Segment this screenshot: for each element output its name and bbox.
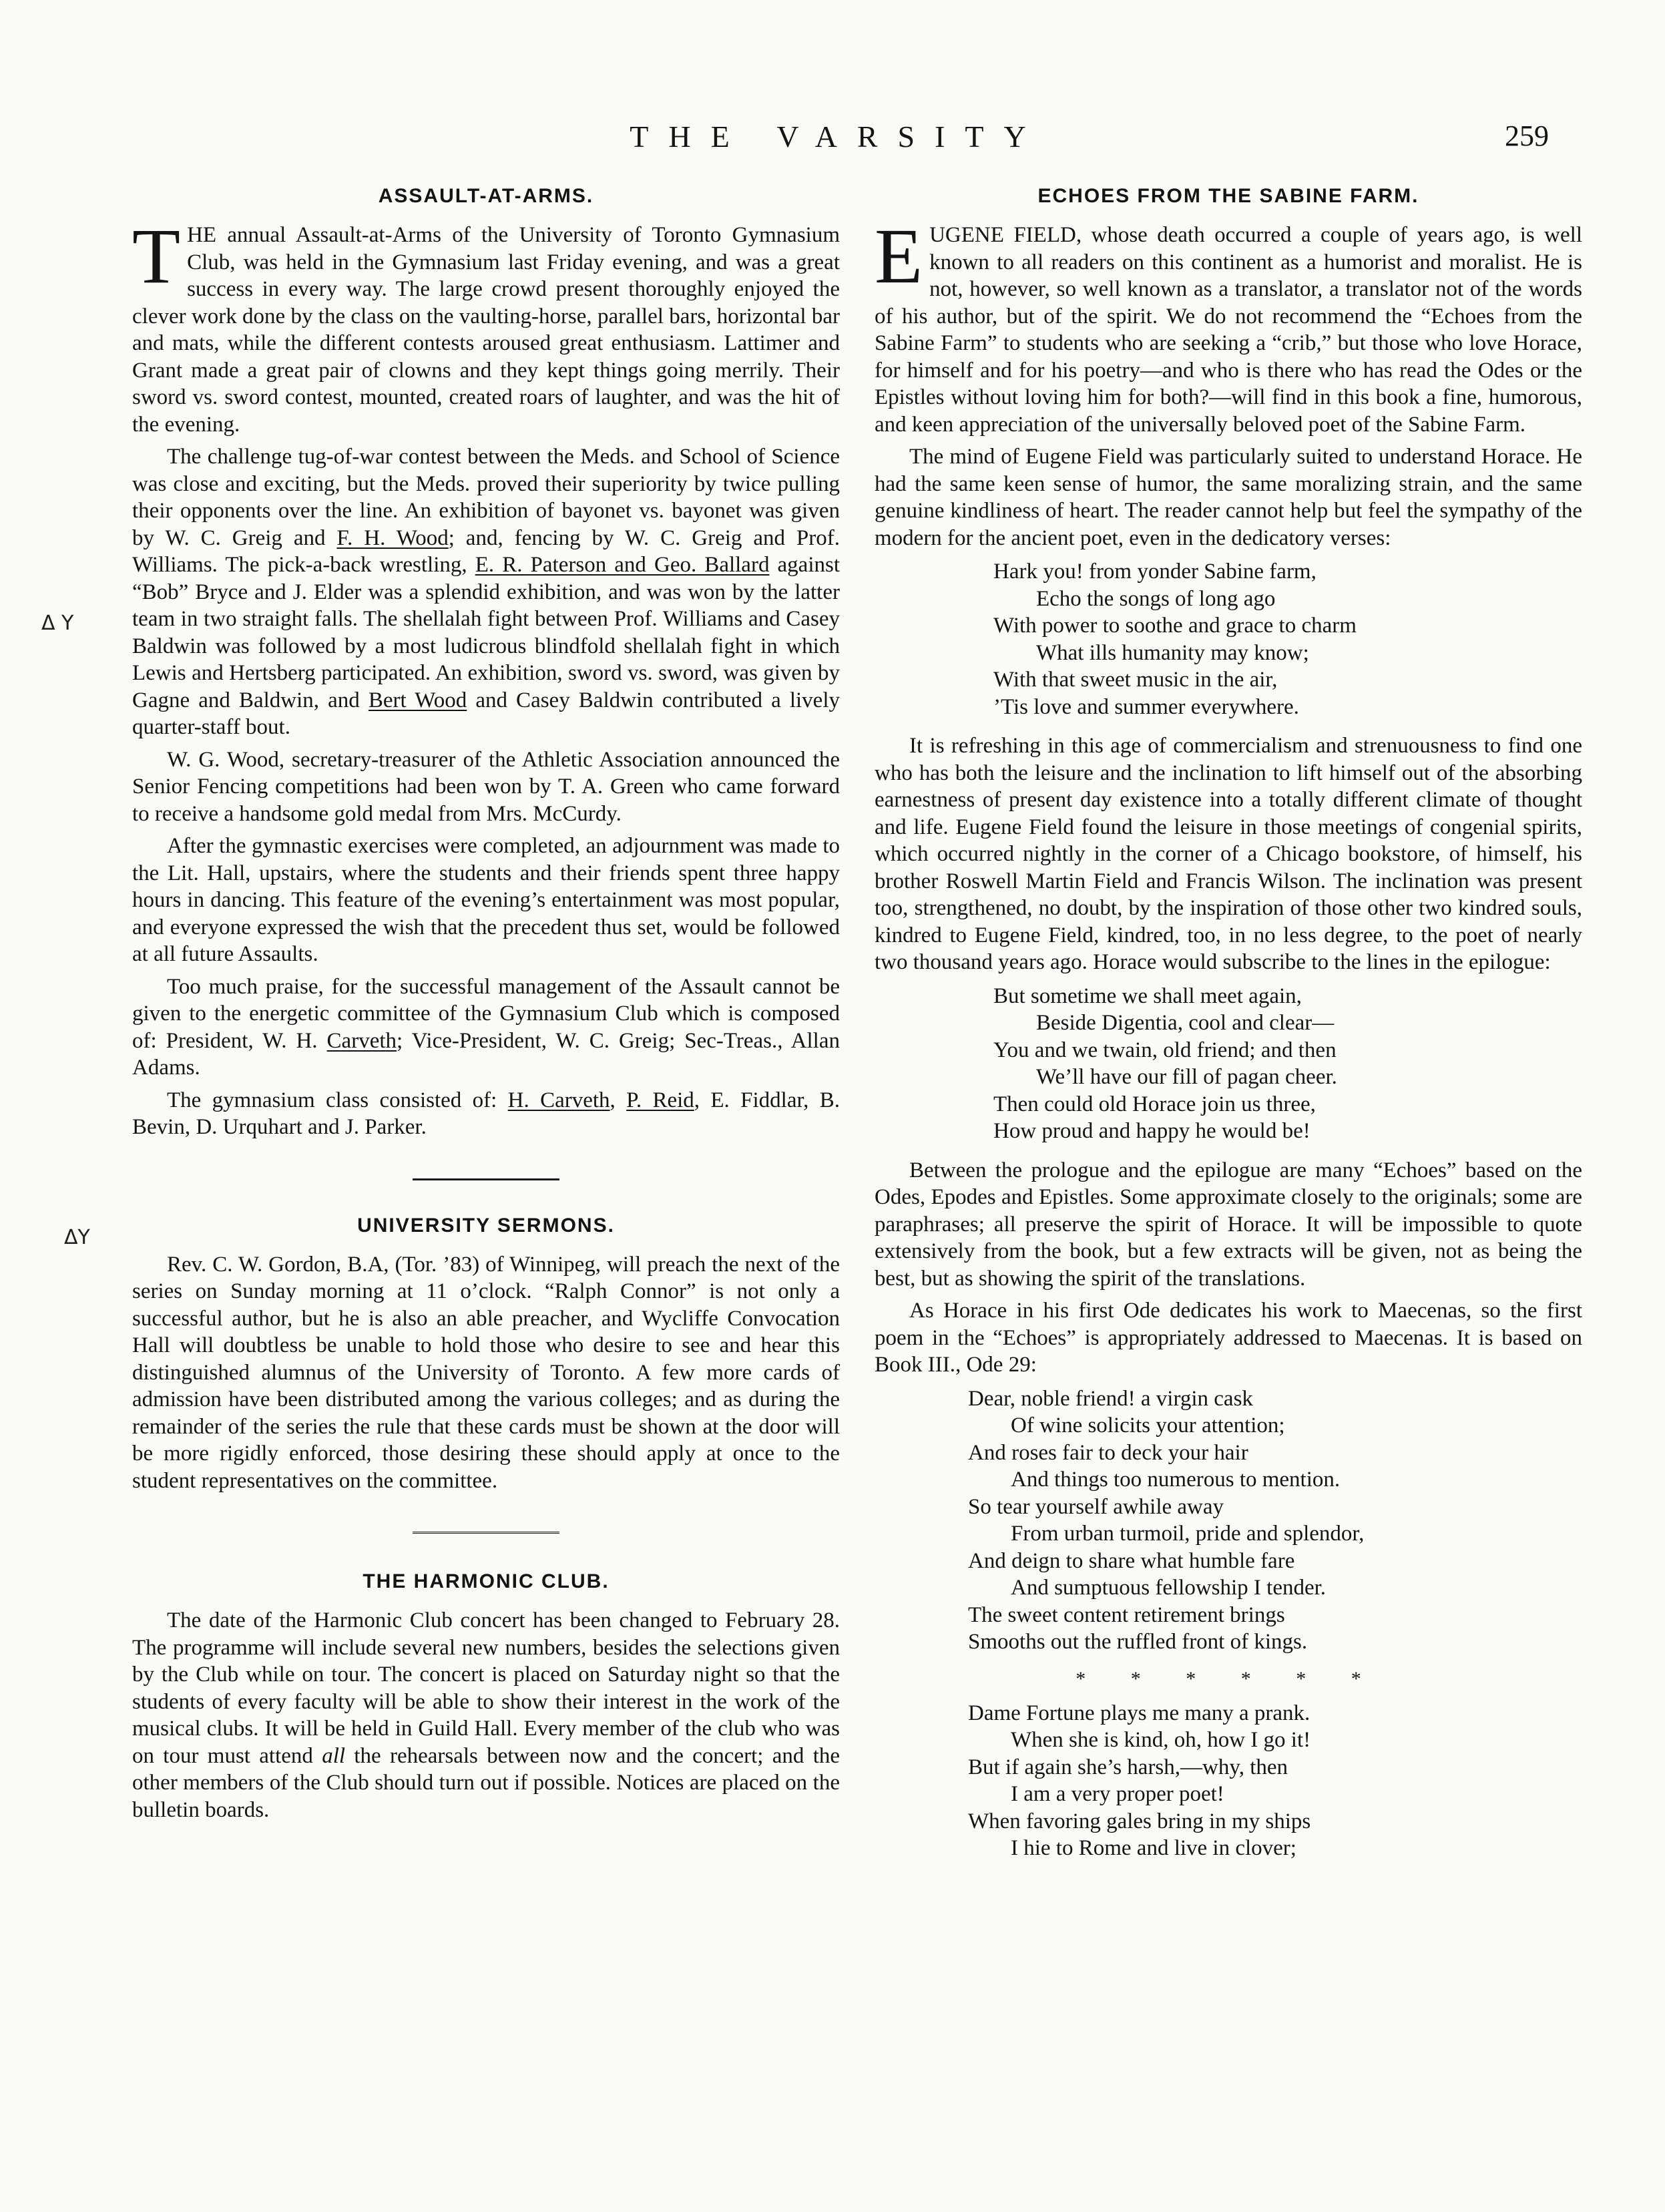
verse-line: Hark you! from yonder Sabine farm,	[993, 560, 1317, 584]
verse-line: And sumptuous fellowship I tender.	[1011, 1576, 1327, 1600]
verse-dedicatory	[875, 558, 1582, 720]
underlined-name: Bert Wood	[368, 688, 467, 712]
paragraph: The challenge tug-of-war contest between the Meds. and School of Science was close and exciting, but the Meds. proved their superiority by twice pulling their opponents over the line. An exhibition of bayonet vs. bayonet was given by W. C. Greig and F. H. Wood; and, fencing by W. C. Greig and Prof. Williams. The pick-a-back wrestling, E. R. Paterson and Geo. Ballard against “Bob” Bryce and J. Elder was a splendid exhibition, and was won by the latter team in two straight falls. The shellalah fight between Prof. Williams and Casey Baldwin was followed by a most ludicrous blindfold shellalah fight in which Lewis and Hertsberg participated. An exhibition, sword vs. sword, was given by Gagne and Baldwin, and Bert Wood and Casey Baldwin contributed a lively quarter-staff bout.	[132, 445, 841, 739]
verse-line: Smooths out the ruffled front of kings.	[968, 1630, 1308, 1654]
paragraph: Between the prologue and the epilogue are many “Echoes” based on the Odes, Epodes and Epistles. Some approximate closely to the originals; some are paraphrases; all preserve the spirit of Horace. It will be impossible to quote extensively from the book, but a few extracts will be given, not as being the best, but as showing the spirit of the translations.	[875, 1158, 1582, 1291]
verse-line: Beside Digentia, cool and clear—	[1036, 1011, 1335, 1035]
verse-line: So tear yourself awhile away	[968, 1494, 1224, 1519]
verse-line: When she is kind, oh, how I go it!	[1011, 1728, 1311, 1752]
verse-line: Then could old Horace join us three,	[993, 1092, 1316, 1116]
verse-line: With power to soothe and grace to charm	[993, 614, 1357, 638]
article-title: ECHOES FROM THE SABINE FARM.	[1037, 185, 1419, 207]
verse-line: But if again she’s harsh,—why, then	[968, 1755, 1288, 1779]
verse-line: When favoring gales bring in my ships	[968, 1809, 1311, 1833]
verse-line: We’ll have our fill of pagan cheer.	[1036, 1065, 1337, 1089]
drop-cap: T	[132, 212, 181, 300]
paragraph: Rev. C. W. Gordon, B.A, (Tor. ’83) of Winnipeg, will preach the next of the series on Sunday morning at 11 o’clock. “Ralph Connor” is not only a successful author, but he is also an able preacher, and Wycliffe Convocation Hall will doubtless be unable to hold those who desire to see and hear this distinguished alumnus of the University of Toronto. A few more cards of admission have been distributed among the various colleges; and as during the remainder of the series the rule that these cards must be shown at the door will be more rigidly enforced, those desiring these should apply at once to the student representatives on the committee.	[132, 1252, 840, 1493]
underlined-name: P. Reid	[626, 1088, 694, 1112]
paragraph: The gymnasium class consisted of: H. Carveth, P. Reid, E. Fiddlar, B. Bevin, D. Urquhart and J. Parker.	[132, 1088, 840, 1139]
margin-note-1: Δ Υ	[41, 612, 74, 635]
verse-line: With that sweet music in the air,	[993, 668, 1278, 692]
paragraph: After the gymnastic exercises were completed, an adjournment was made to the Lit. Hall, upstairs, where the students and their friends spent three happy hours in dancing. This feature of the evening’s entertainment was most popular, and everyone expressed the wish that the precedent thus set, would be followed at all future Assaults.	[132, 834, 840, 966]
article-harmonic-club	[132, 1566, 840, 1823]
right-column	[875, 180, 1582, 1874]
underlined-name: H. Carveth	[507, 1088, 610, 1112]
article-title: ASSAULT-AT-ARMS.	[378, 185, 594, 207]
verse-line: Dame Fortune plays me many a prank.	[968, 1701, 1311, 1725]
masthead: THE VARSITY	[630, 120, 1046, 154]
paragraph: The mind of Eugene Field was particularly suited to understand Horace. He had the same keen sense of humor, the same moralizing strain, and the same genuine kindliness of heart. The reader cannot help but feel the sympathy of the modern for the ancient poet, even in the dedicatory verses:	[875, 445, 1582, 550]
article-title: THE HARMONIC CLUB.	[363, 1570, 610, 1592]
article-title: UNIVERSITY SERMONS.	[357, 1214, 615, 1237]
paragraph: Too much praise, for the successful management of the Assault cannot be given to the energetic committee of the Gymnasium Club which is composed of: President, W. H. Carveth; Vice-President, W. C. Greig; Sec-Treas., Allan Adams.	[132, 974, 840, 1080]
verse-line: And roses fair to deck your hair	[968, 1440, 1248, 1465]
underlined-name: F. H. Wood	[336, 525, 449, 550]
underlined-name: Carveth	[326, 1028, 397, 1053]
section-divider	[413, 1532, 559, 1536]
paragraph: As Horace in his first Ode dedicates his work to Maecenas, so the first poem in the “Echoes” is appropriately addressed to Maecenas. It is based on Book III., Ode 29:	[875, 1299, 1582, 1377]
section-divider	[413, 1178, 559, 1180]
article-assault-at-arms	[132, 180, 840, 1141]
page-number: 259	[1505, 120, 1549, 152]
asterism: * * * * * *	[1076, 1667, 1381, 1690]
left-column	[132, 180, 840, 1823]
verse-epilogue	[875, 983, 1582, 1145]
verse-maecenas	[875, 1385, 1582, 1656]
article-echoes-sabine-farm	[875, 180, 1582, 1862]
verse-line: You and we twain, old friend; and then	[993, 1038, 1337, 1062]
verse-line: How proud and happy he would be!	[993, 1119, 1311, 1143]
drop-cap: E	[875, 212, 923, 300]
verse-line: And things too numerous to mention.	[1011, 1468, 1341, 1492]
verse-line: Of wine solicits your attention;	[1011, 1413, 1285, 1437]
verse-line: I am a very proper poet!	[1011, 1782, 1224, 1806]
verse-line: ’Tis love and summer everywhere.	[993, 694, 1299, 719]
margin-note-2: ΔΥ	[64, 1226, 90, 1249]
paragraph: W. G. Wood, secretary-treasurer of the Athletic Association announced the Senior Fencing competitions had been won by T. A. Green who came forward to receive a handsome gold medal from Mrs. McCurdy.	[132, 747, 840, 826]
paragraph: It is refreshing in this age of commercialism and strenuousness to find one who has both the leisure and the inclination to lift himself out of the absorbing earnestness of present day existence into a totally different climate of thought and life. Eugene Field found the leisure in those meetings of congenial spirits, which occurred nightly in the corner of a Chicago bookstore, of himself, his brother Roswell Martin Field and Francis Wilson. The inclination was present too, strengthened, no doubt, by the inspiration of those other two kindred souls, kindred to Eugene Field, kindred, too, in no less degree, to the poet of nearly two thousand years ago. Horace would subscribe to the lines in the epilogue:	[875, 734, 1582, 974]
running-head	[127, 119, 1549, 172]
verse-line: But sometime we shall meet again,	[993, 983, 1302, 1008]
verse-line: And deign to share what humble fare	[968, 1548, 1295, 1573]
paragraph: EUGENE FIELD, whose death occurred a couple of years ago, is well known to all readers on this continent as a humorist and moralist. He is not, however, so well known as a translator, a translator not of the words of his author, but of the spirit. We do not recommend the “Echoes from the Sabine Farm” to students who are seeking a “crib,” but those who love Horace, for himself and for his poetry—and who is there who has read the Odes or the Epistles without loving him for both?—will find in this book a fine, humorous, and keen appreciation of the universally beloved poet of the Sabine Farm.	[875, 212, 1582, 437]
verse-line: Dear, noble friend! a virgin cask	[968, 1386, 1253, 1411]
paragraph: The date of the Harmonic Club concert has been changed to February 28. The programme will include several new numbers, besides the selections given by the Club while on tour. The concert is placed on Saturday night so that the students of every faculty will be able to show their interest in the work of the musical clubs. It will be held in Guild Hall. Every member of the club who was on tour must attend all the rehearsals between now and the concert; and the other members of the Club should turn out if possible. Notices are placed on the bulletin boards.	[132, 1608, 841, 1822]
article-university-sermons	[132, 1210, 840, 1495]
verse-line: From urban turmoil, pride and splendor,	[1011, 1522, 1365, 1546]
verse-fortune	[875, 1700, 1582, 1862]
verse-line: What ills humanity may know;	[1036, 640, 1309, 665]
verse-line: I hie to Rome and live in clover;	[1011, 1836, 1296, 1860]
paragraph: THE annual Assault-at-Arms of the University of Toronto Gymnasium Club, was held in the Gymnasium last Friday evening, and was a great success in every way. The large crowd present thoroughly enjoyed the clever work done by the class on the vaulting-horse, parallel bars, horizontal bar and mats, while the different contests aroused great enthusiasm. Lattimer and Grant made a great pair of clowns and they kept things going merrily. Their sword vs. sword contest, mounted, created roars of laughter, and was the hit of the evening.	[132, 212, 840, 437]
verse-line: The sweet content retirement brings	[968, 1602, 1285, 1627]
emphasis: all	[322, 1743, 346, 1768]
verse-line: Echo the songs of long ago	[1036, 586, 1276, 611]
underlined-name: E. R. Paterson and Geo. Ballard	[475, 553, 770, 577]
